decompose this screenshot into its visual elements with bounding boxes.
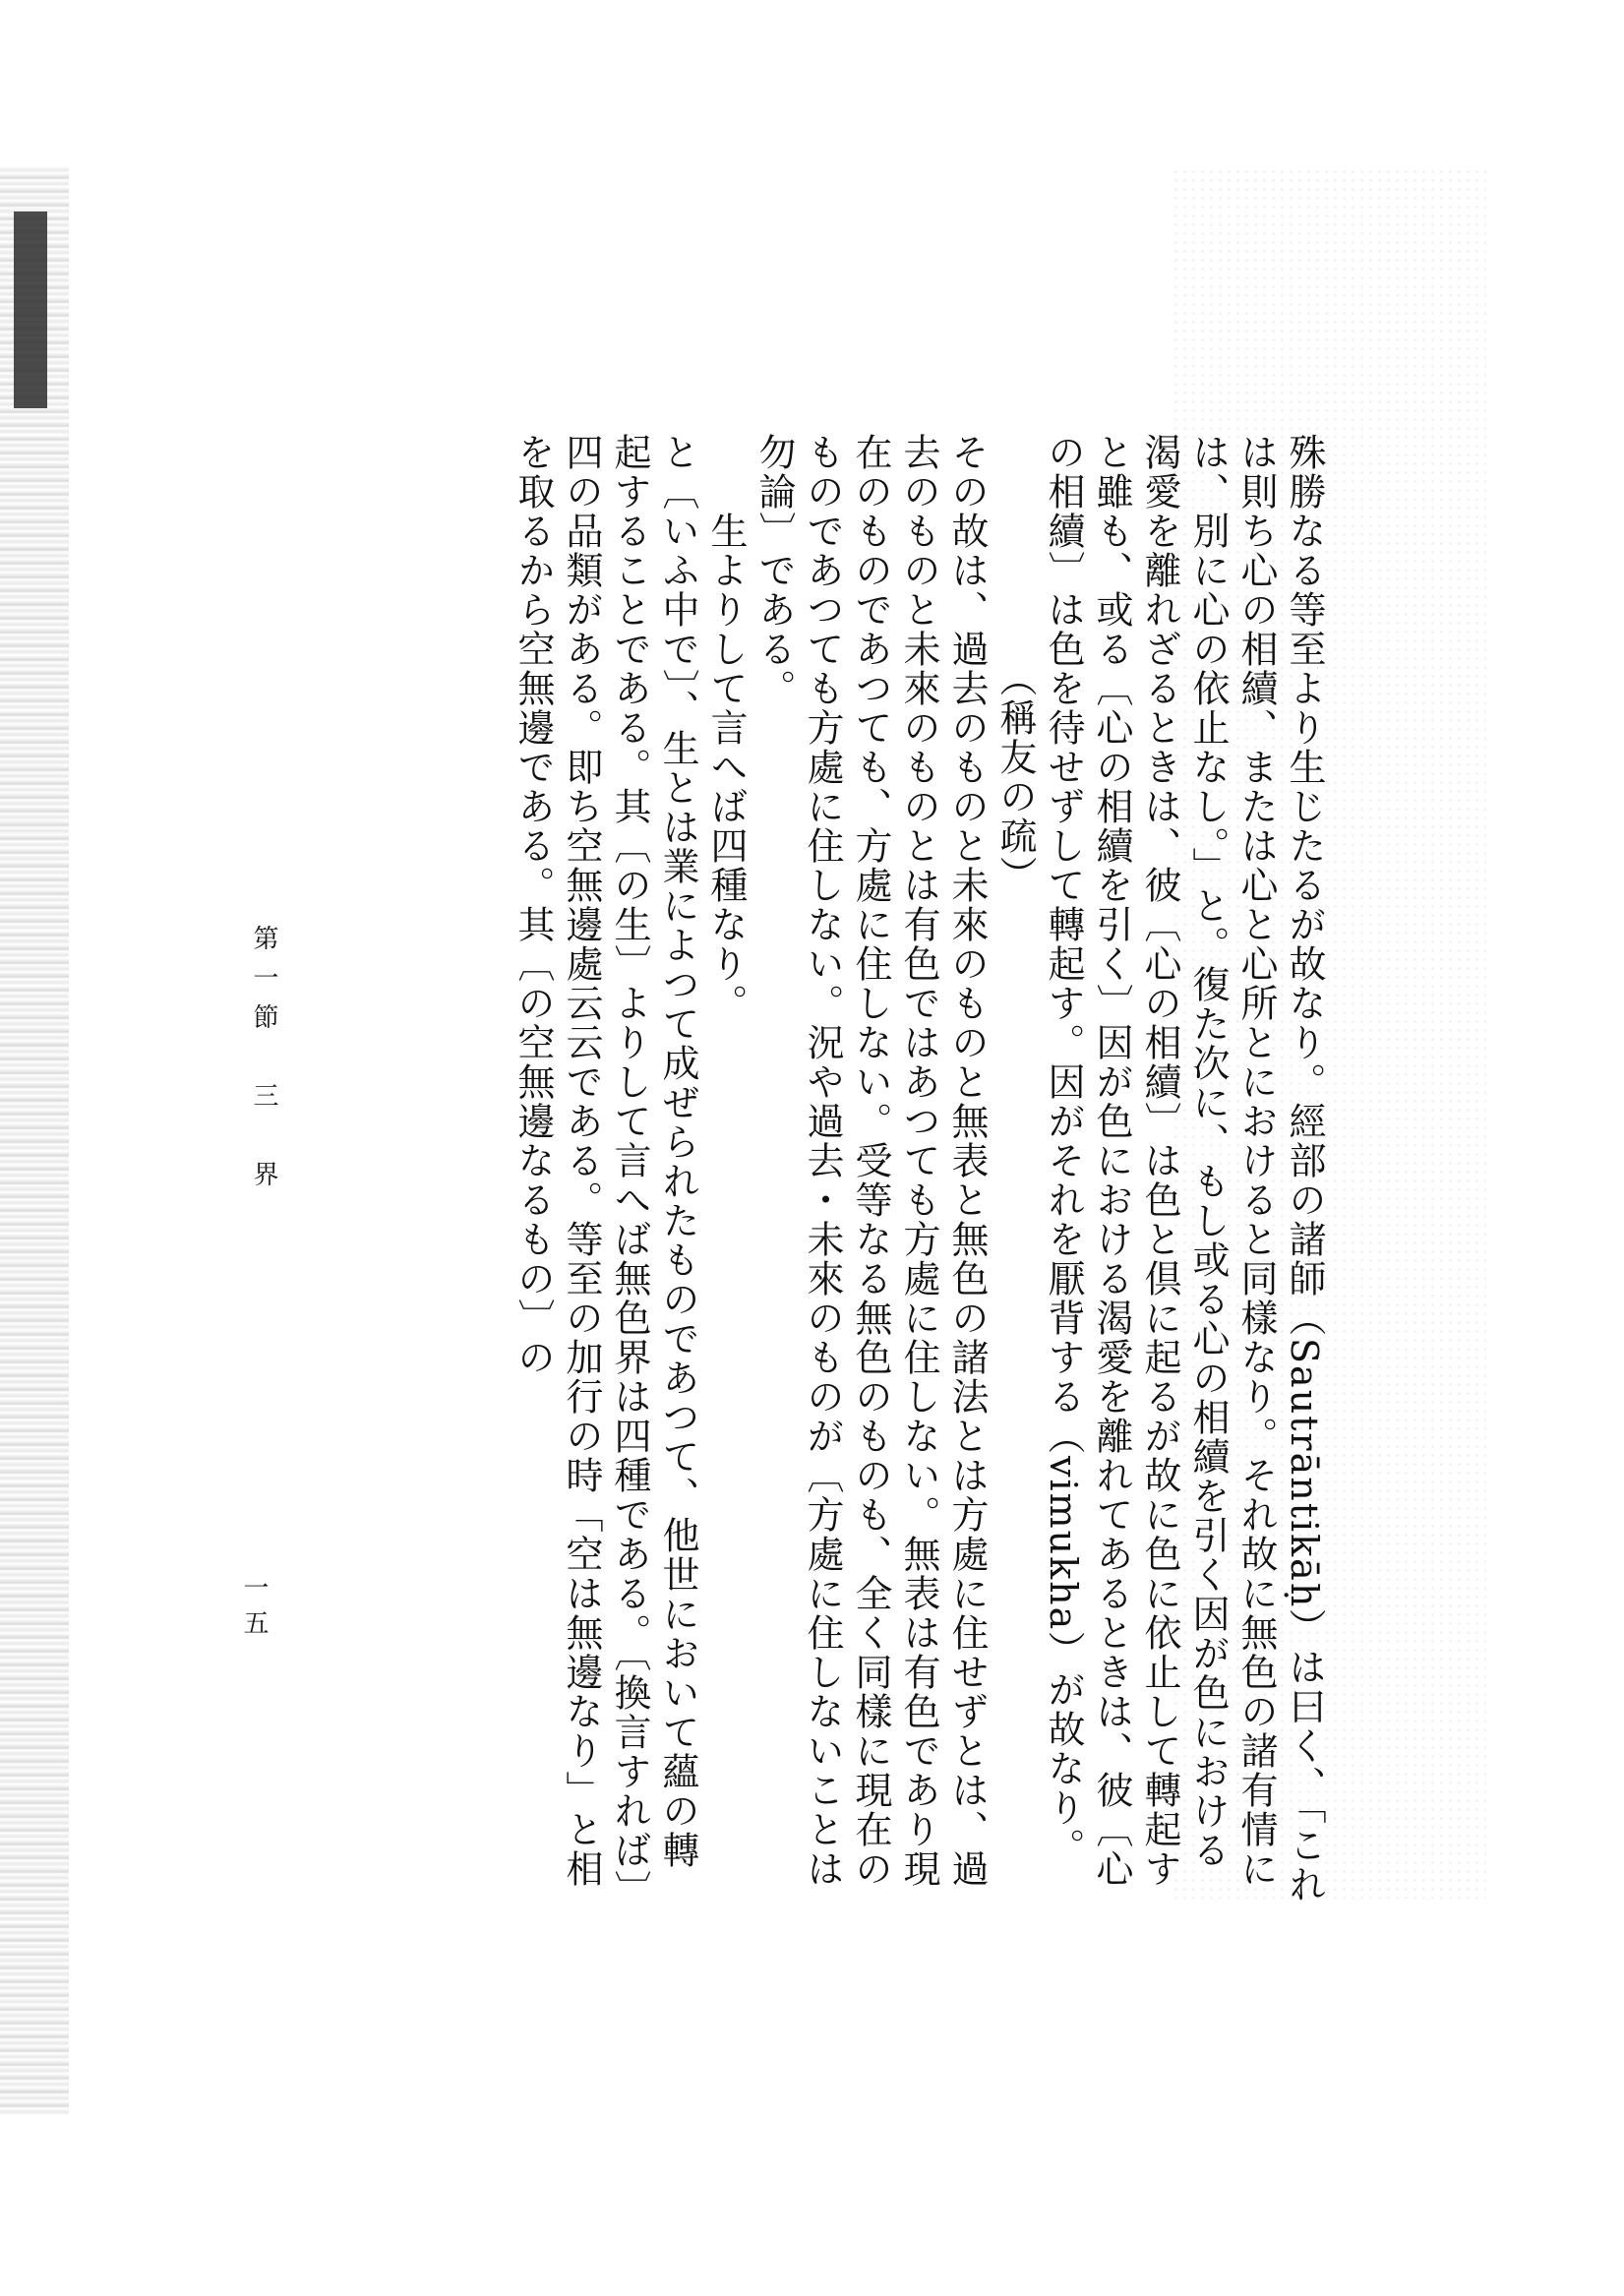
body-text (295, 433, 1328, 1908)
verse-line: 生よりして言へば四種なり。 (704, 512, 748, 1023)
scan-edge-shadow (0, 167, 69, 2115)
paragraph-2: その故は、過去のものと未來のものと無表と無色の諸法とは方處に住せずとは、過去のものと未來のものとは有色ではあつても方處に住しない。無表は有色であり現在のものであつても、方處に住しない。受等なる無色のものも、全く同樣に現在のものであつても方處に住しない。況や過去・未來のものが〔方處に住しないことは勿論〕である。 (752, 433, 989, 1889)
running-footer: 第一節 三 界 (249, 925, 278, 1200)
paragraph-1: 殊勝なる等至より生じたるが故なり。經部の諸師（Sautrāntikāḥ）は曰く、「これは則ち心の相續、または心と心所とにおけると同樣なり。それ故に無色の諸有情には、別に心の依止なし。」と。復た次に、もし或る心の相續を引く因が色における渴愛を離れざるときは、彼〔心の相續〕は色と倶に起るが故に色に依止して轉起すと雖も、或る〔心の相續を引く〕因が色における渴愛を離れてあるときは、彼〔心の相續〕は色を待せずして轉起す。因がそれを厭背する（vimukha）が故なり。 (1042, 433, 1326, 1905)
commentary-heading: （稱友の疏） (993, 659, 1037, 895)
scan-binding-mark (14, 211, 47, 408)
page-number: 一五 (239, 1574, 269, 1645)
paragraph-3: と〔いふ中で〕、生とは業によつて成ぜられたものであつて、他世において蘊の轉起することである。其〔の生〕よりして言へば無色界は四種である。〔換言すれば〕四の品類がある。即ち空無邊處云云である。等至の加行の時「空は無邊なり」と相を取るから空無邊である。其〔の空無邊なるもの〕の (511, 433, 699, 1891)
